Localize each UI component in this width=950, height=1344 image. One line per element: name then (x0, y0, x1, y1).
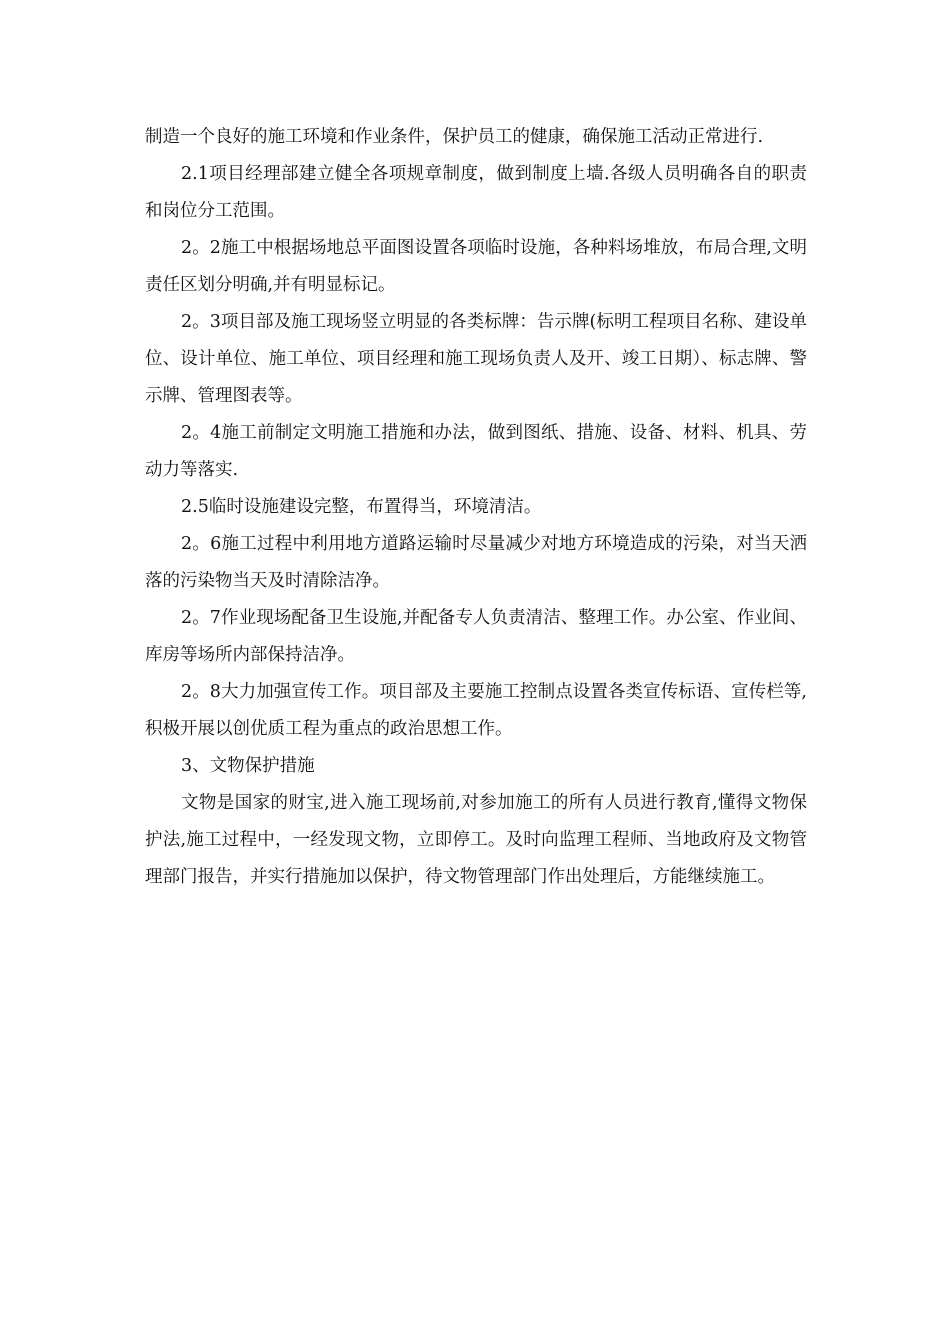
paragraph-2-7: 2。7作业现场配备卫生设施,并配备专人负责清洁、整理工作。办公室、作业间、库房等场所内部保持洁净。 (145, 608, 807, 665)
section-heading-cultural-relics: 3、文物保护措施 (181, 756, 315, 776)
paragraph-2-6: 2。6施工过程中利用地方道路运输时尽量减少对地方环境造成的污染，对当天洒落的污染物当天及时清除洁净。 (145, 534, 807, 591)
paragraph-2-3: 2。3项目部及施工现场竖立明显的各类标牌：告示牌(标明工程项目名称、建设单位、设计单位、施工单位、项目经理和施工现场负责人及开、竣工日期）、标志牌、警示牌、管理图表等。 (145, 312, 807, 406)
paragraph-2-8: 2。8大力加强宣传工作。项目部及主要施工控制点设置各类宣传标语、宣传栏等,积极开展以创优质工程为重点的政治思想工作。 (145, 682, 807, 739)
document-body (145, 119, 807, 896)
paragraph-continuation: 制造一个良好的施工环境和作业条件，保护员工的健康，确保施工活动正常进行. (145, 127, 764, 147)
paragraph-2-4: 2。4施工前制定文明施工措施和办法，做到图纸、措施、设备、材料、机具、劳动力等落实. (145, 423, 807, 480)
paragraph-cultural-relics: 文物是国家的财宝,进入施工现场前,对参加施工的所有人员进行教育,懂得文物保护法,施工过程中，一经发现文物，立即停工。及时向监理工程师、当地政府及文物管理部门报告，并实行措施加以保护，待文物管理部门作出处理后，方能继续施工。 (145, 793, 807, 887)
paragraph-2-1: 2.1项目经理部建立健全各项规章制度，做到制度上墙.各级人员明确各自的职责和岗位分工范围。 (145, 164, 807, 221)
paragraph-2-5: 2.5临时设施建设完整，布置得当，环境清洁。 (181, 497, 542, 517)
paragraph-2-2: 2。2施工中根据场地总平面图设置各项临时设施，各种料场堆放，布局合理,文明责任区划分明确,并有明显标记。 (145, 238, 807, 295)
